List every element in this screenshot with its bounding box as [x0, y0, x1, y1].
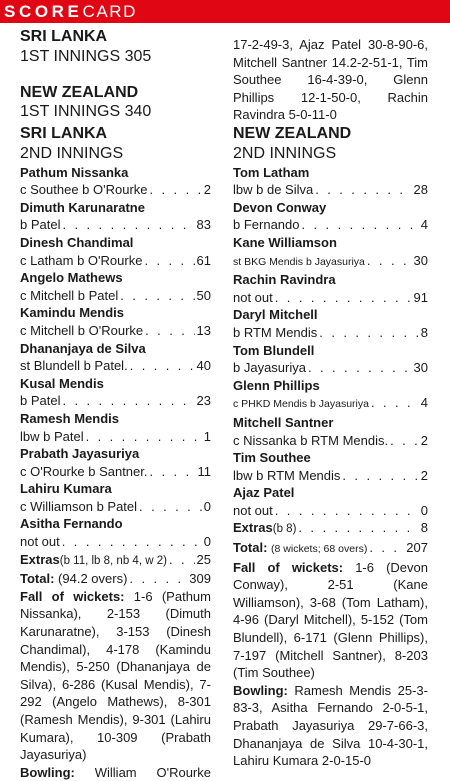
nz-total-row [233, 539, 428, 559]
sl-extras-detail: (b 11, lb 8, nb 4, w 2) [59, 554, 167, 567]
banner-title-light: CARD [82, 2, 138, 21]
sl-first-innings-team: SRI LANKA [20, 28, 108, 45]
nz-batter-name: Devon Conway [233, 199, 327, 215]
sl-batter-row [20, 463, 211, 481]
sl-batter-name: Angelo Mathews [20, 270, 123, 286]
sl-batter-row [20, 357, 211, 375]
sl-batter-dismissal: lbw b Patel [20, 428, 84, 444]
sl-batter-dismissal: not out [20, 534, 60, 550]
sl-batter-dismissal: c Southee b O'Rourke [20, 182, 148, 198]
nz-batter-runs: 8 [420, 324, 428, 340]
sl-batter-runs: 0 [203, 498, 211, 514]
nz-batter-row [233, 394, 428, 414]
sl-extras-value: 25 [196, 551, 211, 567]
nz-first-innings-score: 1ST INNINGS 340 [20, 103, 152, 121]
banner-title [4, 2, 137, 21]
sl-batter-name: Pathum Nissanka [20, 164, 129, 180]
sl-batter-runs: 40 [196, 358, 211, 374]
sl-batting-list [20, 164, 211, 551]
nz-batter-runs: 30 [413, 360, 428, 376]
nz-batter-name: Tom Blundell [233, 342, 315, 358]
nz-batting-list [233, 164, 428, 520]
sl-batter-name: Ramesh Mendis [20, 410, 119, 426]
nz-batter-dismissal: not out [233, 289, 273, 305]
nz-batter-dismissal: b Fernando [233, 217, 300, 233]
nz-batter-row [233, 289, 428, 307]
nz-team-heading: NEW ZEALAND [233, 125, 352, 142]
nz-batter-dismissal: st BKG Mendis b Jayasuriya [233, 255, 365, 268]
nz-total-value: 207 [406, 540, 428, 556]
nz-batter-name: Glenn Phillips [233, 377, 320, 393]
sl-batter-name: Dimuth Karunaratne [20, 199, 145, 215]
sl-batter-runs: 13 [196, 322, 211, 338]
sl-bowling-start [20, 764, 211, 781]
nz-batter-runs: 4 [420, 217, 428, 233]
sl-batter-dismissal: c Latham b O'Rourke [20, 252, 143, 268]
sl-fow-label: Fall of wickets: [20, 588, 125, 604]
nz-batter-dismissal: b RTM Mendis [233, 324, 318, 340]
sl-batter-runs: 1 [203, 428, 211, 444]
nz-batter-row [233, 252, 428, 272]
sl-batter-dismissal: c Williamson b Patel [20, 498, 138, 514]
sl-total-row [20, 570, 211, 588]
sl-batter-runs: 50 [196, 287, 211, 303]
nz-batter-name: Daryl Mitchell [233, 307, 318, 323]
sl-batter-name: Prabath Jayasuriya [20, 446, 140, 462]
sl-batter-dismissal: b Patel [20, 393, 61, 409]
sl-bowling-label: Bowling: [20, 764, 75, 780]
nz-batter-runs: 2 [420, 432, 428, 448]
sl-innings-heading: 2ND INNINGS [20, 144, 124, 162]
sl-batter-runs: 0 [203, 534, 211, 550]
nz-batter-row [233, 502, 428, 520]
nz-batter-runs: 28 [413, 182, 428, 198]
sl-batter-name: Kamindu Mendis [20, 305, 125, 321]
nz-batter-name: Rachin Ravindra [233, 272, 336, 288]
nz-batter-runs: 4 [420, 395, 428, 411]
nz-first-innings-team: NEW ZEALAND [20, 83, 139, 101]
nz-bowling-text: Ramesh Mendis 25-3-83-3, Asitha Fernando 2-0-5-1, Prabath Jayasuriya 29-7-66-3, Dhananjaya de Silva 10-4-30-1, Lahiru Kumara 2-0-15-0 [233, 682, 428, 769]
nz-batter-runs: 30 [413, 252, 428, 268]
sl-batter-dismissal: st Blundell b Patel. [20, 358, 128, 374]
sl-batter-row [20, 287, 211, 305]
nz-batter-row [233, 432, 428, 450]
nz-total-detail: (8 wickets; 68 overs) [271, 543, 368, 556]
sl-total-detail: (94.2 overs) [58, 571, 128, 587]
sl-batter-name: Dhananjaya de Silva [20, 340, 146, 356]
sl-team-heading: SRI LANKA [20, 125, 108, 142]
nz-bowling-label: Bowling: [233, 682, 288, 698]
nz-batter-row [233, 181, 428, 199]
sl-batter-dismissal: c Mitchell b O'Rourke [20, 322, 144, 338]
sl-batter-name: Kusal Mendis [20, 375, 104, 391]
nz-second-innings [233, 124, 428, 770]
nz-batter-row [233, 216, 428, 234]
nz-extras-value: 8 [420, 520, 428, 536]
nz-batter-dismissal: c PHKD Mendis b Jayasuriya [233, 398, 369, 411]
sl-batter-name: Dinesh Chandimal [20, 234, 134, 250]
sl-batter-runs: 83 [196, 217, 211, 233]
sl-total-label: Total: [20, 571, 55, 587]
sl-batter-row [20, 322, 211, 340]
right-column [233, 36, 428, 124]
nz-batter-runs: 2 [420, 467, 428, 483]
nz-fall-of-wickets [233, 559, 428, 682]
scorecard-banner [0, 0, 450, 23]
sl-first-innings-score: 1ST INNINGS 305 [20, 47, 152, 65]
nz-innings-heading: 2ND INNINGS [233, 144, 337, 162]
sl-batter-runs: 61 [196, 252, 211, 268]
nz-batter-dismissal: lbw b de Silva [233, 182, 314, 198]
nz-total-label: Total: [233, 540, 268, 556]
nz-batter-dismissal: c Nissanka b RTM Mendis. [233, 432, 389, 448]
sl-batter-row [20, 428, 211, 446]
nz-bowling [233, 682, 428, 770]
sl-batter-name: Asitha Fernando [20, 516, 123, 532]
sl-batter-name: Lahiru Kumara [20, 481, 112, 497]
sl-second-innings [20, 124, 211, 781]
sl-batter-row [20, 216, 211, 234]
sl-batter-row [20, 181, 211, 199]
nz-extras-row [233, 519, 428, 539]
nz-batter-dismissal: lbw b RTM Mendis [233, 467, 341, 483]
banner-title-bold: SCORE [4, 2, 83, 21]
sl-extras-label: Extras [20, 551, 60, 567]
sl-batter-row [20, 498, 211, 516]
nz-batter-row [233, 324, 428, 342]
sl-batter-dismissal: b Patel [20, 217, 61, 233]
nz-batter-name: Mitchell Santner [233, 414, 334, 430]
sl-total-value: 309 [189, 571, 211, 587]
sl-bowling-text-start: William O'Rourke [94, 764, 211, 780]
nz-batter-runs: 0 [420, 502, 428, 518]
nz-batter-row [233, 467, 428, 485]
sl-batter-runs: 23 [196, 393, 211, 409]
nz-batter-name: Ajaz Patel [233, 485, 295, 501]
nz-batter-runs: 91 [413, 289, 428, 305]
nz-extras-label: Extras [233, 520, 273, 536]
nz-batter-name: Tom Latham [233, 164, 310, 180]
sl-extras-row [20, 551, 211, 571]
sl-batter-runs: 11 [197, 463, 211, 479]
sl-fow-text: 1-6 (Pathum Nissanka), 2-153 (Dimuth Karunaratne), 3-153 (Dinesh Chandimal), 4-178 (Kamindu Mendis), 5-250 (Dhananjaya de Silva), 6-286 (Kusal Mendis), 7-292 (Angelo Mathews), 8-301 (Ramesh Mendis), 9-301 (Lahiru Kumara), 10-309 (Prabath Jayasuriya) [20, 588, 211, 763]
nz-batter-row [233, 359, 428, 377]
nz-extras-detail: (b 8) [272, 523, 297, 536]
nz-fow-label: Fall of wickets: [233, 559, 344, 575]
nz-batter-dismissal: b Jayasuriya [233, 360, 306, 376]
sl-batter-row [20, 533, 211, 551]
sl-batter-row [20, 252, 211, 270]
sl-bowling-continued: 17-2-49-3, Ajaz Patel 30-8-90-6, Mitchell Santner 14.2-2-51-1, Tim Southee 16-4-39-0, Glenn Phillips 12-1-50-0, Rachin Ravindra 5-0-11-0 [233, 37, 428, 123]
nz-batter-dismissal: not out [233, 502, 273, 518]
sl-fall-of-wickets [20, 588, 211, 764]
first-innings-summary [20, 27, 220, 122]
sl-batter-runs: 2 [203, 182, 211, 198]
sl-batter-dismissal: c Mitchell b Patel [20, 287, 119, 303]
sl-batter-row [20, 392, 211, 410]
sl-batter-dismissal: c O'Rourke b Santner. [20, 463, 148, 479]
nz-batter-name: Tim Southee [233, 450, 311, 466]
nz-fow-text: 1-6 (Devon Conway), 2-51 (Kane Williamson), 3-68 (Tom Latham), 4-96 (Daryl Mitchell), 5-152 (Tom Blundell), 6-171 (Glenn Phillips), 7-197 (Mitchell Santner), 8-203 (Tim Southee) [233, 559, 428, 681]
nz-batter-name: Kane Williamson [233, 234, 337, 250]
